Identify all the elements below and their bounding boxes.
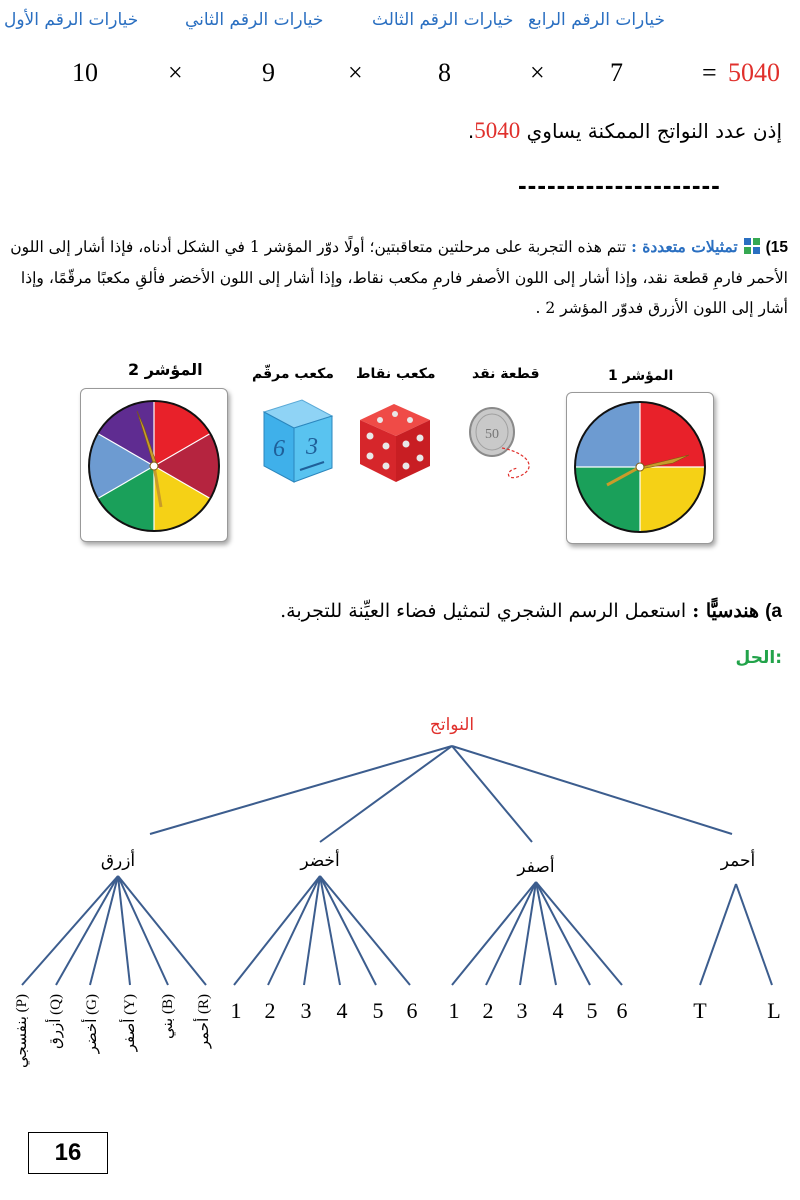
number-cube-label: مكعب مرقّم	[252, 366, 334, 382]
part-a-text: استعمل الرسم الشجري لتمثيل فضاء العيِّنة للتجربة.	[280, 600, 693, 622]
page-number: 16	[28, 1132, 108, 1174]
solution-label: الحل:	[735, 648, 782, 668]
part-a-label: a)	[765, 601, 782, 622]
tree-leaf-yellow: 3	[516, 998, 528, 1023]
option-label-first-digit: خيارات الرقم الأول	[4, 10, 139, 30]
option-label-fourth-digit: خيارات الرقم الرابع	[528, 10, 666, 30]
section-separator: ---------------------	[518, 170, 721, 200]
tree-leaf-red: T	[693, 998, 707, 1023]
tree-leaf-blue: بني (B)	[160, 994, 176, 1039]
tree-leaf-yellow: 4	[552, 998, 564, 1023]
dot-cube-label: مكعب نقاط	[356, 366, 436, 382]
spinner1-label: المؤشر 1	[608, 368, 674, 384]
number-cube-face-right: 3	[306, 434, 318, 460]
equation-result: 5040	[728, 58, 780, 87]
tree-leaf-blue: بنفسجي (P)	[14, 994, 30, 1068]
spinner2-label: المؤشر 2	[128, 360, 203, 379]
equation-factor-10: 10	[72, 58, 98, 87]
problem-text: تتم هذه التجربة على مرحلتين متعاقبتين؛ أولًا دوّر المؤشر 1 في الشكل أدناه، فإذا أشار إلى اللون الأحمر فارمِ قطعة نقد، وإذا أشار إلى اللون الأصفر فارمِ مكعب نقاط، وإذا أشار إلى اللون الأخضر فألقِ مكعبًا مرقّمًا، وإذا أشار إلى اللون الأزرق فدوّر المؤشر 2 .	[10, 238, 788, 317]
conclusion-period: .	[467, 119, 475, 143]
option-label-second-digit: خيارات الرقم الثاني	[185, 10, 324, 30]
equation-factor-7: 7	[610, 58, 623, 87]
problem-number: 15)	[765, 239, 788, 256]
tree-branch-red: أحمر	[720, 851, 756, 870]
tree-leaf-red: L	[767, 998, 781, 1023]
tree-leaf-yellow: 1	[448, 998, 460, 1023]
tree-leaf-green: 3	[300, 998, 312, 1023]
tree-leaf-blue: أخضر (G)	[84, 994, 100, 1054]
tree-leaf-yellow: 5	[586, 998, 598, 1023]
tree-leaf-yellow: 2	[482, 998, 494, 1023]
conclusion-value: 5040	[474, 118, 521, 143]
equation-factor-8: 8	[438, 58, 451, 87]
tree-branch-yellow: أصفر	[517, 857, 555, 876]
part-a-title: هندسيًّا :	[692, 600, 760, 622]
tree-leaf-green: 6	[406, 998, 418, 1023]
tree-root: النواتج	[429, 715, 475, 734]
tree-branch-blue: أزرق	[100, 851, 136, 870]
tree-leaf-green: 1	[230, 998, 242, 1023]
tree-leaf-blue: أحمر (R)	[196, 994, 212, 1049]
tree-leaf-green: 4	[336, 998, 348, 1023]
conclusion-text: إذن عدد النواتج الممكنة يساوي	[520, 119, 782, 143]
equation-times: ×	[530, 58, 545, 87]
coin-value: 50	[485, 427, 499, 442]
equation-equals: =	[702, 58, 717, 87]
coin-label: قطعة نقد	[472, 366, 540, 382]
tree-leaf-blue: أصفر (Y)	[122, 994, 138, 1052]
tree-leaf-green: 2	[264, 998, 276, 1023]
tree-branch-green: أخضر	[300, 851, 340, 870]
tree-leaf-green: 5	[372, 998, 384, 1023]
number-cube-face-left: 6	[273, 436, 285, 462]
tree-leaf-yellow: 6	[616, 998, 628, 1023]
equation-times: ×	[168, 58, 183, 87]
option-label-third-digit: خيارات الرقم الثالث	[372, 10, 514, 30]
problem-title: تمثيلات متعددة :	[631, 237, 738, 256]
tree-leaf-blue: أزرق (Q)	[48, 994, 64, 1049]
equation-factor-9: 9	[262, 58, 275, 87]
equation-times: ×	[348, 58, 363, 87]
